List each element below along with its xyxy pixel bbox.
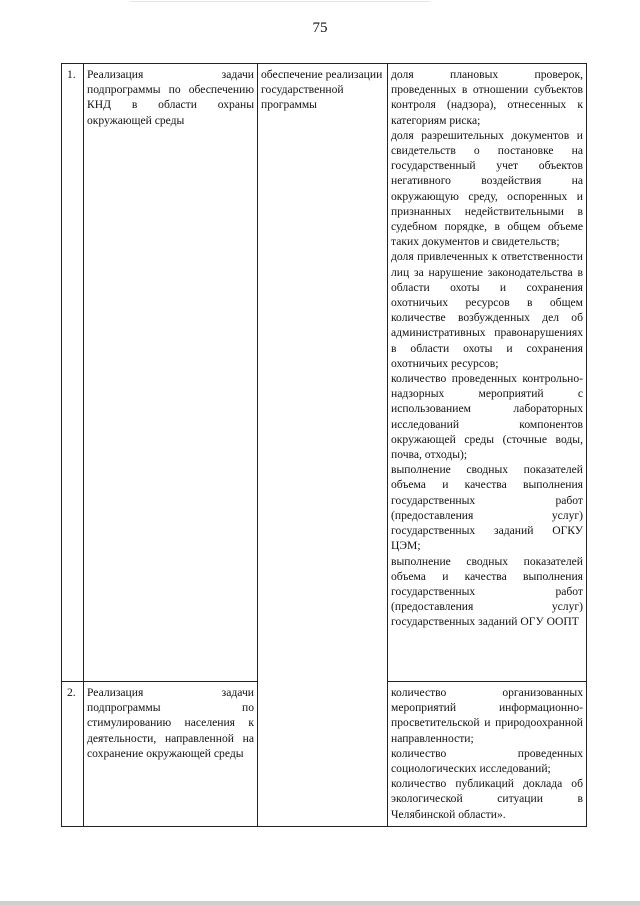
indicator-item: количество проведенных социологических исследований; <box>391 746 583 776</box>
table-row <box>62 682 587 827</box>
indicator-item: доля привлеченных к ответственности лиц за нарушение законодательства в области охоты и сохранения охотничьих ресурсов в общем количестве возбужденных дел об административных правонарушениях в области охоты и сохранения охотничьих ресурсов; <box>391 250 583 370</box>
page-number: 75 <box>312 20 328 36</box>
row-number: 2. <box>62 682 84 827</box>
row-number: 1. <box>62 64 84 682</box>
table-row <box>62 64 587 682</box>
scan-artifact-line <box>130 1 430 2</box>
indicators-cell <box>388 682 587 827</box>
indicator-item: доля разрешительных документов и свидетельств о постановке на государственный учет объектов негативного воздействия на окружающую среду, оспоренных и признанных недействительными в судебном порядке, в общем объеме таких документов и свидетельств; <box>391 128 583 249</box>
source-cell <box>258 682 388 827</box>
indicator-item: количество публикаций доклада об экологической ситуации в Челябинской области». <box>391 777 583 821</box>
indicator-item: количество проведенных контрольно-надзорных мероприятий с использованием лабораторных исследований компонентов окружающей среды (сточные воды, почва, отходы); <box>391 372 583 462</box>
source-cell: обеспечение реализации государственной программы <box>258 64 388 682</box>
task-cell: Реализация задачи подпрограммы по обеспечению КНД в области охраны окружающей среды <box>84 64 258 682</box>
indicators-cell <box>388 64 587 682</box>
scan-edge <box>0 901 640 905</box>
program-tasks-table <box>61 63 587 827</box>
indicator-item: количество организованных мероприятий информационно-просветительской и природоохранной направленности; <box>391 686 583 745</box>
indicator-item: доля плановых проверок, проведенных в отношении субъектов контроля (надзора), отнесенных к категориям риска; <box>391 68 583 127</box>
indicator-item: выполнение сводных показателей объема и качества выполнения государственных работ (предоставления услуг) государственных заданий ОГКУ ЦЭМ; <box>391 463 583 553</box>
task-cell: Реализация задачи подпрограммы по стимулированию населения к деятельности, направленной на сохранение окружающей среды <box>84 682 258 827</box>
indicator-item: выполнение сводных показателей объема и качества выполнения государственных работ (предоставления услуг) государственных заданий ОГУ ООПТ <box>391 554 583 629</box>
